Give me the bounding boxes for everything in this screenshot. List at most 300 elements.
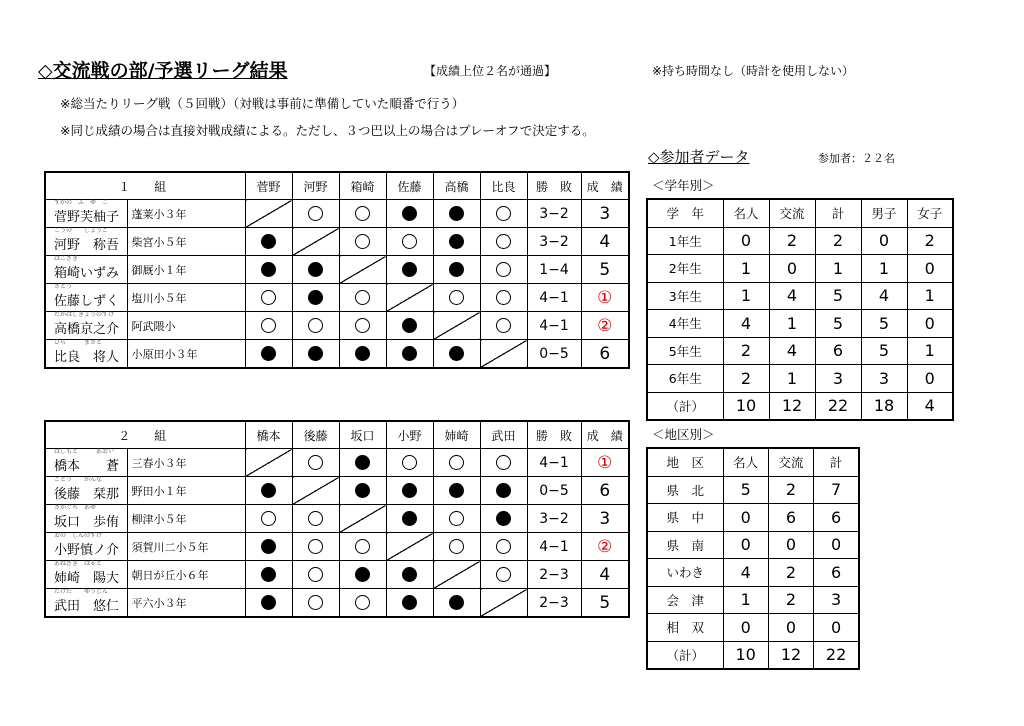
- stats-value: 0: [723, 531, 768, 559]
- player-row: [45, 505, 629, 533]
- win-circle-icon: [355, 206, 370, 221]
- stats-header: 男子: [861, 199, 907, 227]
- participants-title: ◇参加者データ: [648, 148, 750, 166]
- player-name: 箱崎いずみ: [54, 266, 120, 281]
- participant-count: 参加者：２２名: [818, 152, 895, 165]
- result-cell: [480, 228, 527, 256]
- rule-note-2: ※同じ成績の場合は直接対戦成績による。ただし、３つ巴以上の場合はプレーオフで決定する。: [60, 123, 595, 138]
- result-cell: [480, 561, 527, 589]
- col-header: 武田: [480, 421, 527, 449]
- player-name-cell: [45, 228, 127, 256]
- result-cell: [480, 505, 527, 533]
- player-school: 柳津小５年: [127, 505, 245, 533]
- result-cell: [433, 228, 480, 256]
- stats-row-label: 3年生: [647, 282, 723, 310]
- win-circle-icon: [355, 290, 370, 305]
- stats-value: 1: [769, 365, 815, 393]
- result-cell: [386, 340, 433, 369]
- self-match-cell: [339, 256, 386, 284]
- self-match-cell: [245, 449, 292, 477]
- col-header: 箱崎: [339, 172, 386, 200]
- stats-row-label: （計）: [647, 392, 723, 420]
- stats-header-row: [647, 448, 859, 476]
- win-circle-icon: [496, 206, 511, 221]
- player-row: [45, 312, 629, 340]
- result-cell: [245, 561, 292, 589]
- stats-value: 1: [723, 586, 768, 614]
- standing-rank: 5: [581, 589, 629, 618]
- player-name: 佐藤しずく: [54, 294, 120, 309]
- result-cell: [292, 340, 339, 369]
- player-school: 朝日が丘小６年: [127, 561, 245, 589]
- stats-row-label: 県 南: [647, 531, 723, 559]
- stats-value: 4: [861, 282, 907, 310]
- loss-circle-icon: [449, 595, 464, 610]
- group2-label: ２ 組: [45, 421, 245, 449]
- result-cell: [433, 533, 480, 561]
- result-cell: [292, 449, 339, 477]
- col-header: 坂口: [339, 421, 386, 449]
- win-loss-record: 3−2: [527, 505, 581, 533]
- player-school: 蓬莱小３年: [127, 200, 245, 228]
- result-cell: [386, 561, 433, 589]
- stats-row: [647, 310, 953, 338]
- loss-circle-icon: [355, 455, 370, 470]
- player-name: 武田 悠仁: [54, 599, 120, 614]
- stats-header: 名人: [723, 448, 768, 476]
- stats-row: [647, 337, 953, 365]
- stats-value: 1: [723, 282, 769, 310]
- stats-header: 交流: [769, 199, 815, 227]
- loss-circle-icon: [402, 262, 417, 277]
- group1-label: １ 組: [45, 172, 245, 200]
- stats-header: 計: [814, 448, 859, 476]
- pass-note: 【成績上位２名が通過】: [424, 64, 557, 78]
- stats-row: [647, 531, 859, 559]
- win-loss-record: 1−4: [527, 256, 581, 284]
- stats-value: 0: [907, 255, 953, 283]
- stats-row-label: いわき: [647, 559, 723, 587]
- stats-value: 1: [907, 337, 953, 365]
- win-loss-record: 0−5: [527, 340, 581, 369]
- stats-value: 6: [815, 337, 861, 365]
- result-cell: [339, 284, 386, 312]
- player-row: [45, 256, 629, 284]
- result-cell: [245, 228, 292, 256]
- stats-value: 1: [723, 255, 769, 283]
- loss-circle-icon: [449, 206, 464, 221]
- stats-row: [647, 227, 953, 255]
- player-name: 菅野芙柚子: [54, 210, 120, 225]
- win-circle-icon: [308, 595, 323, 610]
- win-loss-record: 3−2: [527, 200, 581, 228]
- loss-circle-icon: [261, 262, 276, 277]
- stats-row: [647, 614, 859, 642]
- result-cell: [339, 561, 386, 589]
- win-circle-icon: [261, 318, 276, 333]
- result-cell: [433, 449, 480, 477]
- loss-circle-icon: [355, 567, 370, 582]
- stats-value: 10: [723, 392, 769, 420]
- stats-value: 1: [769, 310, 815, 338]
- player-furigana: すがの ふ ゆ こ: [54, 199, 109, 206]
- standing-rank: 4: [581, 561, 629, 589]
- stats-value: 1: [815, 255, 861, 283]
- win-circle-icon: [496, 262, 511, 277]
- player-name-cell: [45, 340, 127, 369]
- col-header: 小野: [386, 421, 433, 449]
- player-name-cell: [45, 561, 127, 589]
- stats-value: 5: [723, 476, 768, 504]
- stats-row: [647, 641, 859, 669]
- self-match-cell: [480, 589, 527, 618]
- win-circle-icon: [308, 539, 323, 554]
- stats-value: 10: [723, 641, 768, 669]
- loss-circle-icon: [261, 346, 276, 361]
- stats-row: [647, 476, 859, 504]
- result-cell: [245, 340, 292, 369]
- wl-header: 勝 敗: [527, 172, 581, 200]
- grade-section-title: ＜学年別＞: [652, 178, 715, 193]
- stats-value: 12: [769, 392, 815, 420]
- stats-value: 4: [769, 337, 815, 365]
- loss-circle-icon: [402, 567, 417, 582]
- result-cell: [433, 505, 480, 533]
- player-furigana: さかぐち あゆ: [54, 504, 97, 511]
- stats-row: [647, 365, 953, 393]
- player-name: 河野 称吾: [54, 238, 120, 253]
- result-cell: [433, 256, 480, 284]
- loss-circle-icon: [449, 234, 464, 249]
- result-cell: [433, 589, 480, 618]
- stats-value: 6: [768, 504, 813, 532]
- player-school: 柴宮小５年: [127, 228, 245, 256]
- standing-rank: 3: [581, 200, 629, 228]
- stats-value: 5: [861, 337, 907, 365]
- stats-row-label: 会 津: [647, 586, 723, 614]
- stats-value: 0: [723, 504, 768, 532]
- stats-row-label: 5年生: [647, 337, 723, 365]
- loss-circle-icon: [449, 346, 464, 361]
- result-cell: [339, 200, 386, 228]
- win-loss-record: 0−5: [527, 477, 581, 505]
- col-header: 河野: [292, 172, 339, 200]
- player-name: 橋本 蒼: [54, 459, 120, 474]
- player-name-cell: [45, 533, 127, 561]
- rank-header: 成 績: [581, 172, 629, 200]
- rank-header: 成 績: [581, 421, 629, 449]
- win-circle-icon: [308, 567, 323, 582]
- col-header: 高橋: [433, 172, 480, 200]
- stats-header: 学 年: [647, 199, 723, 227]
- win-circle-icon: [308, 206, 323, 221]
- standing-rank: ②: [581, 312, 629, 340]
- stats-value: 3: [814, 586, 859, 614]
- self-match-cell: [386, 284, 433, 312]
- col-header: 橋本: [245, 421, 292, 449]
- stats-row: [647, 559, 859, 587]
- loss-circle-icon: [261, 567, 276, 582]
- stats-value: 0: [814, 614, 859, 642]
- stats-row: [647, 504, 859, 532]
- player-school: 阿武隈小: [127, 312, 245, 340]
- stats-row: [647, 282, 953, 310]
- loss-circle-icon: [402, 318, 417, 333]
- result-cell: [245, 533, 292, 561]
- stats-row-label: 1年生: [647, 227, 723, 255]
- stats-value: 0: [861, 227, 907, 255]
- loss-circle-icon: [402, 595, 417, 610]
- stats-value: 2: [769, 227, 815, 255]
- win-circle-icon: [496, 318, 511, 333]
- stats-value: 0: [768, 531, 813, 559]
- stats-value: 4: [769, 282, 815, 310]
- result-cell: [386, 589, 433, 618]
- result-cell: [245, 256, 292, 284]
- stats-value: 1: [861, 255, 907, 283]
- result-cell: [480, 312, 527, 340]
- self-match-cell: [292, 477, 339, 505]
- result-cell: [386, 228, 433, 256]
- loss-circle-icon: [496, 511, 511, 526]
- stats-value: 22: [815, 392, 861, 420]
- player-school: 野田小１年: [127, 477, 245, 505]
- player-furigana: ひら まさと: [54, 339, 103, 346]
- stats-value: 18: [861, 392, 907, 420]
- loss-circle-icon: [355, 483, 370, 498]
- player-furigana: おの しんのすけ: [54, 532, 103, 539]
- loss-circle-icon: [355, 346, 370, 361]
- win-circle-icon: [449, 290, 464, 305]
- standing-rank: ②: [581, 533, 629, 561]
- player-name: 比良 将人: [54, 350, 120, 365]
- stats-value: 0: [768, 614, 813, 642]
- stats-value: 5: [861, 310, 907, 338]
- group1-league-table: [44, 171, 630, 369]
- self-match-cell: [433, 561, 480, 589]
- player-row: [45, 477, 629, 505]
- standing-rank: 5: [581, 256, 629, 284]
- stats-row-label: 県 北: [647, 476, 723, 504]
- win-circle-icon: [308, 455, 323, 470]
- player-school: 三春小３年: [127, 449, 245, 477]
- loss-circle-icon: [308, 290, 323, 305]
- player-name-cell: [45, 256, 127, 284]
- col-header: 佐藤: [386, 172, 433, 200]
- stats-header: 女子: [907, 199, 953, 227]
- player-name: 高橋京之介: [54, 322, 120, 337]
- win-loss-record: 4−1: [527, 533, 581, 561]
- stats-value: 0: [907, 310, 953, 338]
- stats-row: [647, 392, 953, 420]
- stats-value: 1: [907, 282, 953, 310]
- result-cell: [386, 449, 433, 477]
- stats-value: 4: [907, 392, 953, 420]
- stats-header: 名人: [723, 199, 769, 227]
- result-cell: [292, 561, 339, 589]
- win-circle-icon: [261, 290, 276, 305]
- result-cell: [292, 505, 339, 533]
- win-circle-icon: [308, 318, 323, 333]
- result-cell: [480, 477, 527, 505]
- stats-value: 2: [768, 476, 813, 504]
- player-row: [45, 533, 629, 561]
- win-circle-icon: [496, 455, 511, 470]
- standing-rank: ①: [581, 449, 629, 477]
- result-cell: [245, 589, 292, 618]
- result-cell: [245, 284, 292, 312]
- win-circle-icon: [496, 290, 511, 305]
- win-circle-icon: [496, 234, 511, 249]
- loss-circle-icon: [496, 483, 511, 498]
- result-cell: [292, 589, 339, 618]
- result-cell: [433, 340, 480, 369]
- result-cell: [480, 256, 527, 284]
- result-cell: [292, 533, 339, 561]
- result-cell: [245, 505, 292, 533]
- stats-value: 6: [814, 504, 859, 532]
- stats-row-label: 相 双: [647, 614, 723, 642]
- win-circle-icon: [355, 318, 370, 333]
- stats-value: 3: [815, 365, 861, 393]
- player-row: [45, 589, 629, 618]
- win-loss-record: 2−3: [527, 589, 581, 618]
- loss-circle-icon: [402, 346, 417, 361]
- region-section-title: ＜地区別＞: [652, 427, 715, 442]
- player-row: [45, 340, 629, 369]
- result-cell: [339, 533, 386, 561]
- player-name-cell: [45, 449, 127, 477]
- standing-rank: 6: [581, 477, 629, 505]
- result-cell: [292, 312, 339, 340]
- stats-value: 0: [814, 531, 859, 559]
- self-match-cell: [245, 200, 292, 228]
- result-cell: [480, 533, 527, 561]
- standing-rank: 4: [581, 228, 629, 256]
- stats-value: 4: [723, 310, 769, 338]
- grade-stats-table: [646, 198, 954, 421]
- win-loss-record: 3−2: [527, 228, 581, 256]
- standing-rank: 6: [581, 340, 629, 369]
- win-circle-icon: [355, 595, 370, 610]
- player-furigana: あねざき はると: [54, 560, 103, 567]
- win-circle-icon: [355, 539, 370, 554]
- result-cell: [292, 200, 339, 228]
- win-circle-icon: [449, 539, 464, 554]
- stats-value: 7: [814, 476, 859, 504]
- standing-rank: 3: [581, 505, 629, 533]
- player-furigana: こうの しょうご: [54, 227, 109, 234]
- win-circle-icon: [496, 567, 511, 582]
- player-name: 小野慎ノ介: [54, 543, 120, 558]
- standing-rank: ①: [581, 284, 629, 312]
- stats-row-label: 県 中: [647, 504, 723, 532]
- player-furigana: ごとう かんな: [54, 476, 103, 483]
- loss-circle-icon: [308, 262, 323, 277]
- stats-value: 3: [861, 365, 907, 393]
- player-row: [45, 200, 629, 228]
- win-loss-record: 2−3: [527, 561, 581, 589]
- win-circle-icon: [402, 455, 417, 470]
- result-cell: [245, 312, 292, 340]
- loss-circle-icon: [261, 234, 276, 249]
- player-name-cell: [45, 505, 127, 533]
- col-header: 後藤: [292, 421, 339, 449]
- result-cell: [480, 284, 527, 312]
- player-row: [45, 228, 629, 256]
- player-school: 須賀川二小５年: [127, 533, 245, 561]
- player-row: [45, 561, 629, 589]
- stats-value: 22: [814, 641, 859, 669]
- stats-value: 0: [907, 365, 953, 393]
- result-cell: [433, 477, 480, 505]
- player-name-cell: [45, 589, 127, 618]
- self-match-cell: [433, 312, 480, 340]
- win-circle-icon: [496, 539, 511, 554]
- result-cell: [386, 477, 433, 505]
- stats-row-label: （計）: [647, 641, 723, 669]
- player-name-cell: [45, 477, 127, 505]
- loss-circle-icon: [261, 595, 276, 610]
- result-cell: [480, 200, 527, 228]
- player-school: 御厩小１年: [127, 256, 245, 284]
- result-cell: [433, 200, 480, 228]
- result-cell: [339, 449, 386, 477]
- stats-value: 12: [768, 641, 813, 669]
- win-circle-icon: [308, 511, 323, 526]
- player-furigana: はしもと あおい: [54, 448, 115, 455]
- result-cell: [245, 477, 292, 505]
- player-furigana: さとう: [54, 283, 73, 290]
- self-match-cell: [480, 340, 527, 369]
- player-name-cell: [45, 284, 127, 312]
- win-circle-icon: [402, 234, 417, 249]
- result-cell: [386, 312, 433, 340]
- stats-row-label: 6年生: [647, 365, 723, 393]
- group2-league-table: [44, 420, 630, 618]
- stats-row: [647, 255, 953, 283]
- time-note: ※持ち時間なし（時計を使用しない）: [652, 64, 855, 78]
- col-header: 菅野: [245, 172, 292, 200]
- player-name: 後藤 栞那: [54, 487, 120, 502]
- result-cell: [386, 256, 433, 284]
- stats-value: 2: [907, 227, 953, 255]
- loss-circle-icon: [402, 206, 417, 221]
- self-match-cell: [339, 505, 386, 533]
- stats-value: 0: [769, 255, 815, 283]
- player-furigana: たかはしきょうのすけ: [54, 311, 115, 318]
- win-circle-icon: [355, 234, 370, 249]
- player-row: [45, 449, 629, 477]
- page-title: ◇交流戦の部/予選リーグ結果: [38, 60, 288, 82]
- player-furigana: はこざき: [54, 255, 79, 262]
- region-stats-table: [646, 447, 860, 670]
- win-loss-record: 4−1: [527, 284, 581, 312]
- stats-row: [647, 586, 859, 614]
- stats-value: 4: [723, 559, 768, 587]
- stats-header: 交流: [768, 448, 813, 476]
- result-cell: [339, 589, 386, 618]
- win-loss-record: 4−1: [527, 449, 581, 477]
- loss-circle-icon: [402, 483, 417, 498]
- player-name-cell: [45, 312, 127, 340]
- player-name: 姉崎 陽大: [54, 571, 120, 586]
- stats-value: 5: [815, 310, 861, 338]
- result-cell: [480, 449, 527, 477]
- result-cell: [386, 200, 433, 228]
- self-match-cell: [386, 533, 433, 561]
- loss-circle-icon: [308, 346, 323, 361]
